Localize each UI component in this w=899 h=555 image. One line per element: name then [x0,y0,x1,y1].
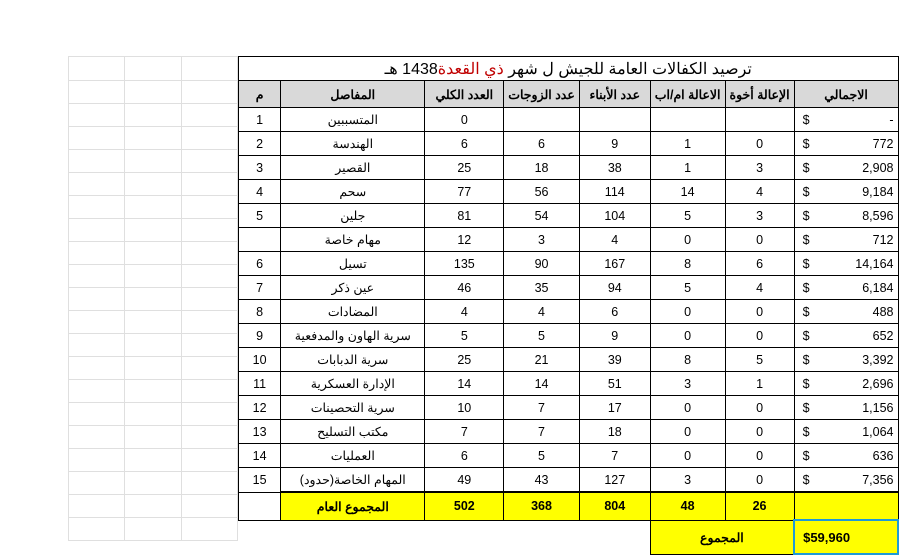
cell-parents[interactable]: 1 [650,156,725,180]
cell-unit-label[interactable]: سحم [281,180,425,204]
table-header-row [239,81,899,108]
cell-children[interactable]: 104 [579,204,650,228]
table-row[interactable] [239,420,899,444]
cell-wives[interactable]: 7 [504,396,580,420]
cell-total[interactable] [794,132,898,156]
sum-amount-value: 59,960 [810,529,851,545]
cell-count[interactable]: 4 [425,300,504,324]
total-children[interactable]: 804 [579,492,650,520]
table-row[interactable] [239,324,899,348]
cell-brothers[interactable]: 0 [725,444,794,468]
currency-symbol: $ [802,424,810,439]
currency-symbol: $ [802,448,810,463]
table-row[interactable] [239,132,899,156]
cell-brothers[interactable]: 0 [725,300,794,324]
cell-parents[interactable]: 1 [650,132,725,156]
cell-children[interactable] [579,108,650,132]
cell-unit-label[interactable]: سرية التحصينات [281,396,425,420]
cell-wives[interactable]: 5 [504,444,580,468]
cell-total-value: 652 [872,328,894,343]
cell-wives[interactable]: 7 [504,420,580,444]
page-title [239,57,899,81]
cell-total[interactable] [794,180,898,204]
cell-count[interactable]: 77 [425,180,504,204]
cell-parents[interactable]: 0 [650,396,725,420]
total-count[interactable]: 502 [425,492,504,520]
cell-brothers[interactable]: 4 [725,180,794,204]
cell-index[interactable]: 5 [239,204,281,228]
cell-children[interactable]: 39 [579,348,650,372]
cell-children[interactable]: 9 [579,132,650,156]
cell-brothers[interactable]: 3 [725,204,794,228]
column-header-total[interactable]: الاجمالي [794,81,898,108]
currency-symbol: $ [802,280,810,295]
sum-spacer-3 [425,520,504,554]
cell-index[interactable]: 13 [239,420,281,444]
cell-brothers[interactable]: 3 [725,156,794,180]
cell-total[interactable] [794,396,898,420]
cell-unit-label[interactable]: القصير [281,156,425,180]
currency-symbol: $ [803,529,811,545]
cell-unit-label[interactable]: المتسببين [281,108,425,132]
cell-children[interactable]: 114 [579,180,650,204]
cell-unit-label[interactable]: مكتب التسليح [281,420,425,444]
cell-parents[interactable]: 14 [650,180,725,204]
cell-unit-label[interactable]: سرية الهاون والمدفعية [281,324,425,348]
page-title-highlight: ذي القعدة [437,60,504,78]
cell-count[interactable]: 0 [425,108,504,132]
cell-index[interactable]: 3 [239,156,281,180]
cell-count[interactable]: 12 [425,228,504,252]
column-header-parents[interactable]: الاعالة ام/اب [650,81,725,108]
cell-count[interactable]: 6 [425,444,504,468]
cell-unit-label[interactable]: الهندسة [281,132,425,156]
cell-unit-label[interactable]: المهام الخاصة(حدود) [281,468,425,493]
cell-parents[interactable]: 0 [650,420,725,444]
cell-children[interactable]: 7 [579,444,650,468]
cell-index[interactable]: 2 [239,132,281,156]
sum-amount-cell[interactable] [794,520,898,554]
cell-total-value: 1,064 [862,424,894,439]
cell-count[interactable]: 6 [425,132,504,156]
currency-symbol: $ [802,136,810,151]
cell-wives[interactable]: 21 [504,348,580,372]
cell-children[interactable]: 18 [579,420,650,444]
cell-count[interactable]: 25 [425,348,504,372]
cell-wives[interactable]: 3 [504,228,580,252]
cell-wives[interactable]: 6 [504,132,580,156]
sum-spacer-5 [239,520,281,554]
cell-children[interactable]: 6 [579,300,650,324]
cell-unit-label[interactable]: جلين [281,204,425,228]
cell-count[interactable]: 25 [425,156,504,180]
total-wives[interactable]: 368 [504,492,580,520]
column-header-count[interactable]: العدد الكلي [425,81,504,108]
currency-symbol: $ [802,232,810,247]
cell-index[interactable] [239,228,281,252]
cell-parents[interactable] [650,108,725,132]
currency-symbol: $ [802,304,810,319]
table-row[interactable] [239,372,899,396]
table-row[interactable] [239,468,899,493]
total-brothers[interactable]: 26 [725,492,794,520]
sum-spacer-4 [281,520,425,554]
table-row[interactable] [239,348,899,372]
cell-total[interactable] [794,324,898,348]
cell-parents[interactable]: 5 [650,276,725,300]
cell-total-value: 1,156 [862,400,894,415]
table-row[interactable] [239,204,899,228]
cell-total-value: - [889,112,894,127]
cell-children[interactable]: 9 [579,324,650,348]
currency-symbol: $ [802,472,810,487]
cell-brothers[interactable]: 0 [725,396,794,420]
cell-brothers[interactable]: 0 [725,132,794,156]
cell-total-value: 488 [872,304,894,319]
cell-index[interactable]: 15 [239,468,281,493]
cell-total-value: 14,164 [855,256,894,271]
cell-index[interactable]: 10 [239,348,281,372]
cell-brothers[interactable]: 0 [725,228,794,252]
currency-symbol: $ [802,184,810,199]
table-row[interactable] [239,276,899,300]
cell-wives[interactable]: 43 [504,468,580,493]
cell-total[interactable] [794,300,898,324]
table-row[interactable] [239,396,899,420]
sum-spacer-2 [504,520,580,554]
cell-children[interactable]: 167 [579,252,650,276]
currency-symbol: $ [802,400,810,415]
cell-total[interactable] [794,204,898,228]
cell-total-value: 2,908 [862,160,894,175]
cell-total[interactable] [794,108,898,132]
cell-total[interactable] [794,420,898,444]
table-body [239,108,899,555]
cell-index[interactable]: 1 [239,108,281,132]
cell-wives[interactable]: 56 [504,180,580,204]
cell-parents[interactable]: 8 [650,348,725,372]
cell-total-value: 9,184 [862,184,894,199]
total-parents[interactable]: 48 [650,492,725,520]
total-index-cell [239,492,281,520]
cell-unit-label[interactable]: سرية الدبابات [281,348,425,372]
cell-total[interactable] [794,252,898,276]
cell-count[interactable]: 7 [425,420,504,444]
cell-wives[interactable]: 4 [504,300,580,324]
cell-parents[interactable]: 3 [650,468,725,493]
cell-index[interactable]: 8 [239,300,281,324]
cell-count[interactable]: 81 [425,204,504,228]
cell-wives[interactable]: 18 [504,156,580,180]
cell-total[interactable] [794,468,898,493]
cell-index[interactable]: 4 [239,180,281,204]
column-header-children[interactable]: عدد الأبناء [579,81,650,108]
cell-unit-label[interactable]: الإدارة العسكرية [281,372,425,396]
table-row[interactable] [239,156,899,180]
cell-total[interactable] [794,444,898,468]
cell-brothers[interactable]: 1 [725,372,794,396]
cell-parents[interactable]: 3 [650,372,725,396]
worksheet-gridlines [68,56,238,540]
currency-symbol: $ [802,352,810,367]
cell-children[interactable]: 51 [579,372,650,396]
cell-brothers[interactable]: 0 [725,468,794,493]
cell-children[interactable]: 38 [579,156,650,180]
cell-total-value: 636 [872,448,894,463]
cell-total-value: 772 [872,136,894,151]
cell-brothers[interactable] [725,108,794,132]
sum-spacer-1 [579,520,650,554]
cell-parents[interactable]: 0 [650,444,725,468]
cell-unit-label[interactable]: تسيل [281,252,425,276]
cell-parents[interactable]: 0 [650,300,725,324]
currency-symbol: $ [802,208,810,223]
cell-children[interactable]: 94 [579,276,650,300]
cell-brothers[interactable]: 6 [725,252,794,276]
table-row[interactable] [239,252,899,276]
cell-index[interactable]: 12 [239,396,281,420]
cell-wives[interactable]: 90 [504,252,580,276]
cell-index[interactable]: 7 [239,276,281,300]
cell-index[interactable]: 14 [239,444,281,468]
cell-count[interactable]: 10 [425,396,504,420]
cell-brothers[interactable]: 4 [725,276,794,300]
page-title-prefix: ترصيد الكفالات العامة للجيش ل شهر [503,60,752,78]
sum-label-cell[interactable]: المجموع [650,520,794,554]
cell-wives[interactable] [504,108,580,132]
cell-total[interactable] [794,372,898,396]
cell-index[interactable]: 11 [239,372,281,396]
cell-total-value: 6,184 [862,280,894,295]
table-row[interactable] [239,108,899,132]
cell-children[interactable]: 17 [579,396,650,420]
column-header-index[interactable]: م [239,81,281,108]
kafalat-report-table [238,56,899,555]
cell-index[interactable]: 9 [239,324,281,348]
currency-symbol: $ [802,112,810,127]
column-header-wives[interactable]: عدد الزوجات [504,81,580,108]
cell-unit-label[interactable]: عين ذكر [281,276,425,300]
cell-parents[interactable]: 0 [650,324,725,348]
report-title-row [239,57,899,81]
total-empty-cell [794,492,898,520]
cell-total[interactable] [794,276,898,300]
report-table-container [238,56,899,555]
cell-wives[interactable]: 54 [504,204,580,228]
cell-parents[interactable]: 0 [650,228,725,252]
cell-wives[interactable]: 14 [504,372,580,396]
cell-count[interactable]: 5 [425,324,504,348]
currency-symbol: $ [802,328,810,343]
cell-count[interactable]: 135 [425,252,504,276]
cell-total-value: 3,392 [862,352,894,367]
cell-total-value: 2,696 [862,376,894,391]
cell-count[interactable]: 49 [425,468,504,493]
cell-total[interactable] [794,228,898,252]
currency-symbol: $ [802,376,810,391]
cell-parents[interactable]: 5 [650,204,725,228]
table-row[interactable] [239,444,899,468]
table-row[interactable] [239,180,899,204]
cell-count[interactable]: 14 [425,372,504,396]
sum-row[interactable] [239,520,899,554]
currency-symbol: $ [802,256,810,271]
currency-symbol: $ [802,160,810,175]
cell-total-value: 8,596 [862,208,894,223]
column-header-unit[interactable]: المفاصل [281,81,425,108]
page-title-suffix: 1438 هـ [384,60,438,78]
total-row-label[interactable]: المجموع العام [281,492,425,520]
table-row[interactable] [239,228,899,252]
cell-unit-label[interactable]: المضادات [281,300,425,324]
cell-total[interactable] [794,348,898,372]
cell-wives[interactable]: 5 [504,324,580,348]
cell-brothers[interactable]: 0 [725,420,794,444]
cell-unit-label[interactable]: مهام خاصة [281,228,425,252]
cell-children[interactable]: 4 [579,228,650,252]
cell-brothers[interactable]: 0 [725,324,794,348]
cell-wives[interactable]: 35 [504,276,580,300]
cell-unit-label[interactable]: العمليات [281,444,425,468]
cell-index[interactable]: 6 [239,252,281,276]
cell-total-value: 7,356 [862,472,894,487]
cell-brothers[interactable]: 5 [725,348,794,372]
cell-parents[interactable]: 8 [650,252,725,276]
grand-total-row[interactable] [239,492,899,520]
cell-total[interactable] [794,156,898,180]
table-row[interactable] [239,300,899,324]
cell-count[interactable]: 46 [425,276,504,300]
cell-children[interactable]: 127 [579,468,650,493]
column-header-brothers[interactable]: الإعالة أخوة [725,81,794,108]
cell-total-value: 712 [872,232,894,247]
